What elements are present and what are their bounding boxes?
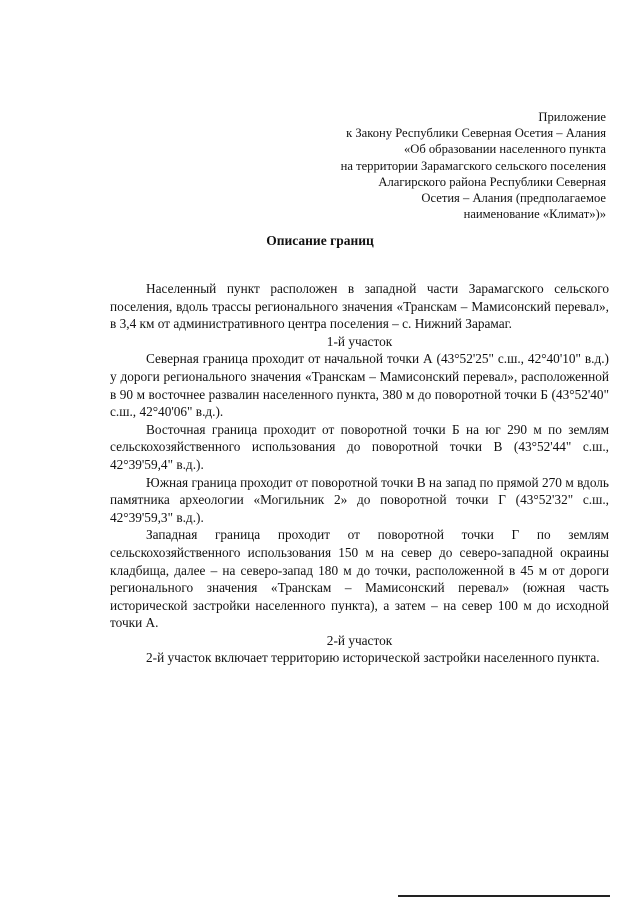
appendix-line: Осетия – Алания (предполагаемое [421,191,606,206]
south-border-paragraph: Южная граница проходит от поворотной точки В на запад по прямой 270 м вдоль памятника археологии «Могильник 2» до поворотной точки Г (43°52'32" с.ш., 42°39'59,3" в.д.). [110,474,609,525]
appendix-line: «Об образовании населенного пункта [403,142,606,157]
appendix-line: наименование «Климат»)» [463,207,606,222]
appendix-line: к Закону Республики Северная Осетия – Алания [346,126,606,141]
section-2-heading: 2-й участок [326,632,393,648]
section-1-heading: 1-й участок [326,333,393,349]
section-2-paragraph: 2-й участок включает территорию исторической застройки населенного пункта. [146,650,600,666]
document-body [110,280,609,667]
appendix-line: Алагирского района Республики Северная [378,174,606,189]
appendix-line: Приложение [538,110,606,124]
appendix-header [300,109,606,222]
document-title: Описание границ [266,233,374,248]
intro-paragraph: Населенный пункт расположен в западной части Зарамагского сельского поселения, вдоль трассы регионального значения «Транскам – Мамисонский перевал», в 3,4 км от административного центра поселения – с. Нижний Зарамаг. [110,281,609,332]
north-border-paragraph: Северная граница проходит от начальной точки А (43°52'25" с.ш., 42°40'10" в.д.) у дороги регионального значения «Транскам – Мамисонский перевал», расположенной в 90 м восточнее развалин населенного пункта, 380 м до поворотной точки Б (43°52'40" с.ш., 42°40'06" в.д.). [110,351,609,420]
footer-divider [398,895,610,897]
east-border-paragraph: Восточная граница проходит от поворотной точки Б на юг 290 м по землям сельскохозяйственного использования до поворотной точки В (43°52'44" с.ш., 42°39'59,4" в.д.). [110,421,609,472]
appendix-line: на территории Зарамагского сельского поселения [340,158,606,173]
west-border-paragraph: Западная граница проходит от поворотной точки Г по землям сельскохозяйственного использования 150 м на север до северо-западной окраины кладбища, далее – на северо-запад 180 м до точки, расположенной в 45 м от дороги регионального значения «Транскам – Мамисонский перевал» (южная часть исторической застройки населенного пункта), а затем – на север 100 м до исходной точки А. [110,527,609,631]
